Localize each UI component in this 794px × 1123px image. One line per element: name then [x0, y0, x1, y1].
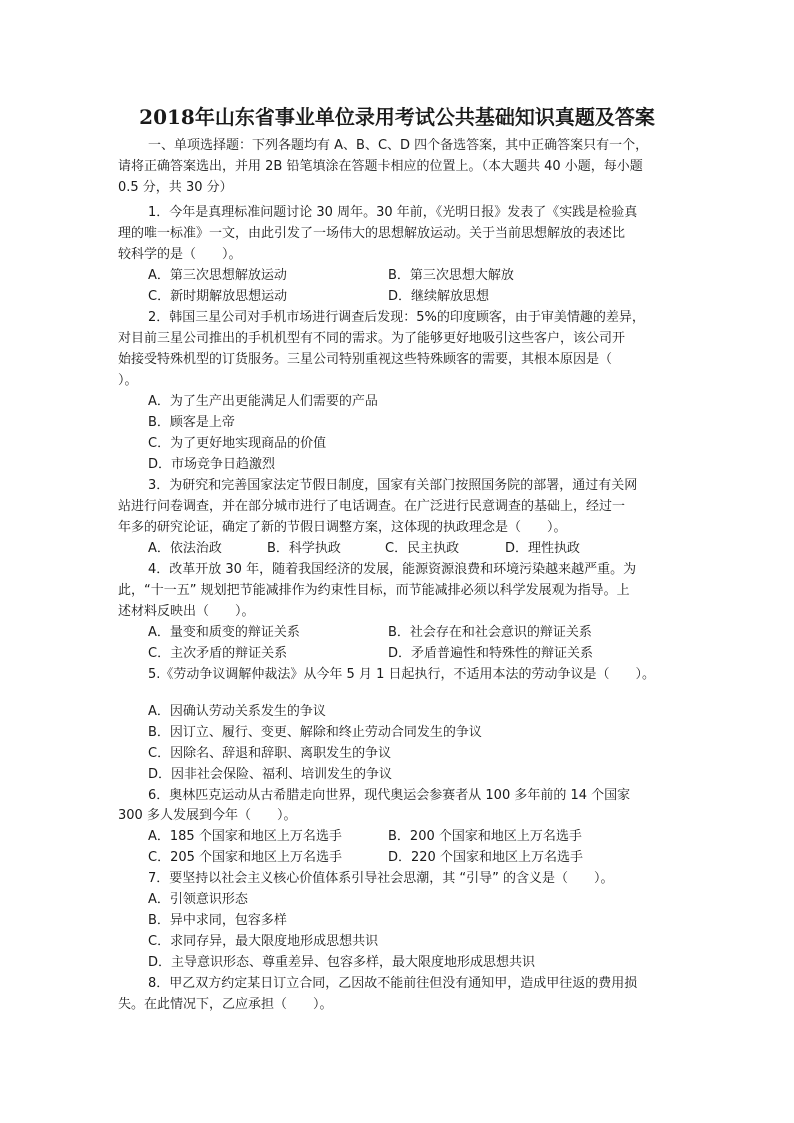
page-title: 2018年山东省事业单位录用考试公共基础知识真题及答案 — [139, 105, 655, 129]
question-7-option-d: D．主导意识形态、尊重差异、包容多样，最大限度地形成思想共识 — [148, 955, 536, 970]
question-2-stem: 对目前三星公司推出的手机机型有不同的需求。为了能够更好地吸引这些客户，该公司开 — [118, 331, 626, 346]
question-6-stem: 6．奥林匹克运动从古希腊走向世界，现代奥运会参赛者从 100 多年前的 14 个国家 — [148, 788, 631, 803]
question-4-option-a: A．量变和质变的辩证关系 — [148, 625, 300, 640]
question-5-option-c: C．因除名、辞退和辞职、离职发生的争议 — [148, 746, 392, 761]
question-7-option-b: B．异中求同，包容多样 — [148, 913, 287, 928]
question-4-option-d: D．矛盾普遍性和特殊性的辩证关系 — [388, 646, 594, 661]
question-5-option-b: B．因订立、履行、变更、解除和终止劳动合同发生的争议 — [148, 725, 482, 740]
question-4-option-b: B．社会存在和社会意识的辩证关系 — [388, 625, 592, 640]
question-4-stem: 此，“十一五” 规划把节能减排作为约束性目标，而节能减排必须以科学发展观为指导。上 — [118, 583, 630, 598]
question-6-option-d: D．220 个国家和地区上万名选手 — [388, 850, 583, 865]
question-1-option-c: C．新时期解放思想运动 — [148, 289, 288, 304]
question-3-option-d: D．理性执政 — [505, 541, 581, 556]
question-2-option-b: B．顾客是上帝 — [148, 415, 235, 430]
question-1-option-d: D．继续解放思想 — [388, 289, 490, 304]
question-3-stem: 3．为研究和完善国家法定节假日制度，国家有关部门按照国务院的部署，通过有关网 — [148, 478, 638, 493]
question-6-stem: 300 多人发展到今年（ ）。 — [118, 808, 297, 823]
question-5-option-a: A．因确认劳动关系发生的争议 — [148, 704, 326, 719]
question-6-option-c: C．205 个国家和地区上万名选手 — [148, 850, 343, 865]
question-6-option-b: B．200 个国家和地区上万名选手 — [388, 829, 582, 844]
question-7-option-c: C．求同存异，最大限度地形成思想共识 — [148, 934, 379, 949]
question-2-option-c: C．为了更好地实现商品的价值 — [148, 436, 327, 451]
question-5-stem: 5.《劳动争议调解仲裁法》从今年 5 月 1 日起执行，不适用本法的劳动争议是（ ）。 — [148, 667, 655, 682]
question-4-stem: 述材料反映出（ ）。 — [118, 604, 255, 619]
section-intro-line: 0.5 分，共 30 分） — [118, 180, 233, 195]
question-1-stem: 理的唯一标准》一文，由此引发了一场伟大的思想解放运动。关于当前思想解放的表述比 — [118, 226, 626, 241]
question-3-stem: 年多的研究论证，确定了新的节假日调整方案，这体现的执政理念是（ ）。 — [118, 520, 567, 535]
section-intro-line: 一、单项选择题：下列各题均有 A、B、C、D 四个备选答案，其中正确答案只有一个， — [148, 138, 649, 153]
question-3-stem: 站进行问卷调查，并在部分城市进行了电话调查。在广泛进行民意调查的基础上，经过一 — [118, 499, 626, 514]
question-1-stem: 1．今年是真理标准问题讨论 30 周年。30 年前，《光明日报》发表了《实践是检验真 — [148, 205, 638, 220]
question-1-stem: 较科学的是（ ）。 — [118, 247, 242, 262]
question-6-option-a: A．185 个国家和地区上万名选手 — [148, 829, 342, 844]
question-8-stem: 失。在此情况下，乙应承担（ ）。 — [118, 997, 333, 1012]
question-2-stem: 2．韩国三星公司对手机市场进行调查后发现：5%的印度顾客，由于审美情趣的差异， — [148, 310, 645, 325]
question-2-stem: ）。 — [118, 373, 138, 388]
question-3-option-c: C．民主执政 — [385, 541, 460, 556]
question-8-stem: 8．甲乙双方约定某日订立合同，乙因故不能前往但没有通知甲，造成甲往返的费用损 — [148, 976, 638, 991]
question-2-option-a: A．为了生产出更能满足人们需要的产品 — [148, 394, 378, 409]
question-7-stem: 7．要坚持以社会主义核心价值体系引导社会思潮，其 “引导” 的含义是（ ）。 — [148, 871, 614, 886]
question-7-option-a: A．引领意识形态 — [148, 892, 248, 907]
question-1-option-a: A．第三次思想解放运动 — [148, 268, 287, 283]
question-3-option-a: A．依法治政 — [148, 541, 222, 556]
question-2-stem: 始接受特殊机型的订货服务。三星公司特别重视这些特殊顾客的需要，其根本原因是（ — [118, 352, 613, 367]
question-4-stem: 4．改革开放 30 年，随着我国经济的发展，能源资源浪费和环境污染越来越严重。为 — [148, 562, 637, 577]
question-4-option-c: C．主次矛盾的辩证关系 — [148, 646, 288, 661]
question-5-option-d: D．因非社会保险、福利、培训发生的争议 — [148, 767, 393, 782]
question-3-option-b: B．科学执政 — [267, 541, 341, 556]
question-2-option-d: D．市场竞争日趋激烈 — [148, 457, 276, 472]
section-intro-line: 请将正确答案选出，并用 2B 铅笔填涂在答题卡相应的位置上。（本大题共 40 小题，每小题 — [118, 159, 643, 174]
question-1-option-b: B．第三次思想大解放 — [388, 268, 514, 283]
